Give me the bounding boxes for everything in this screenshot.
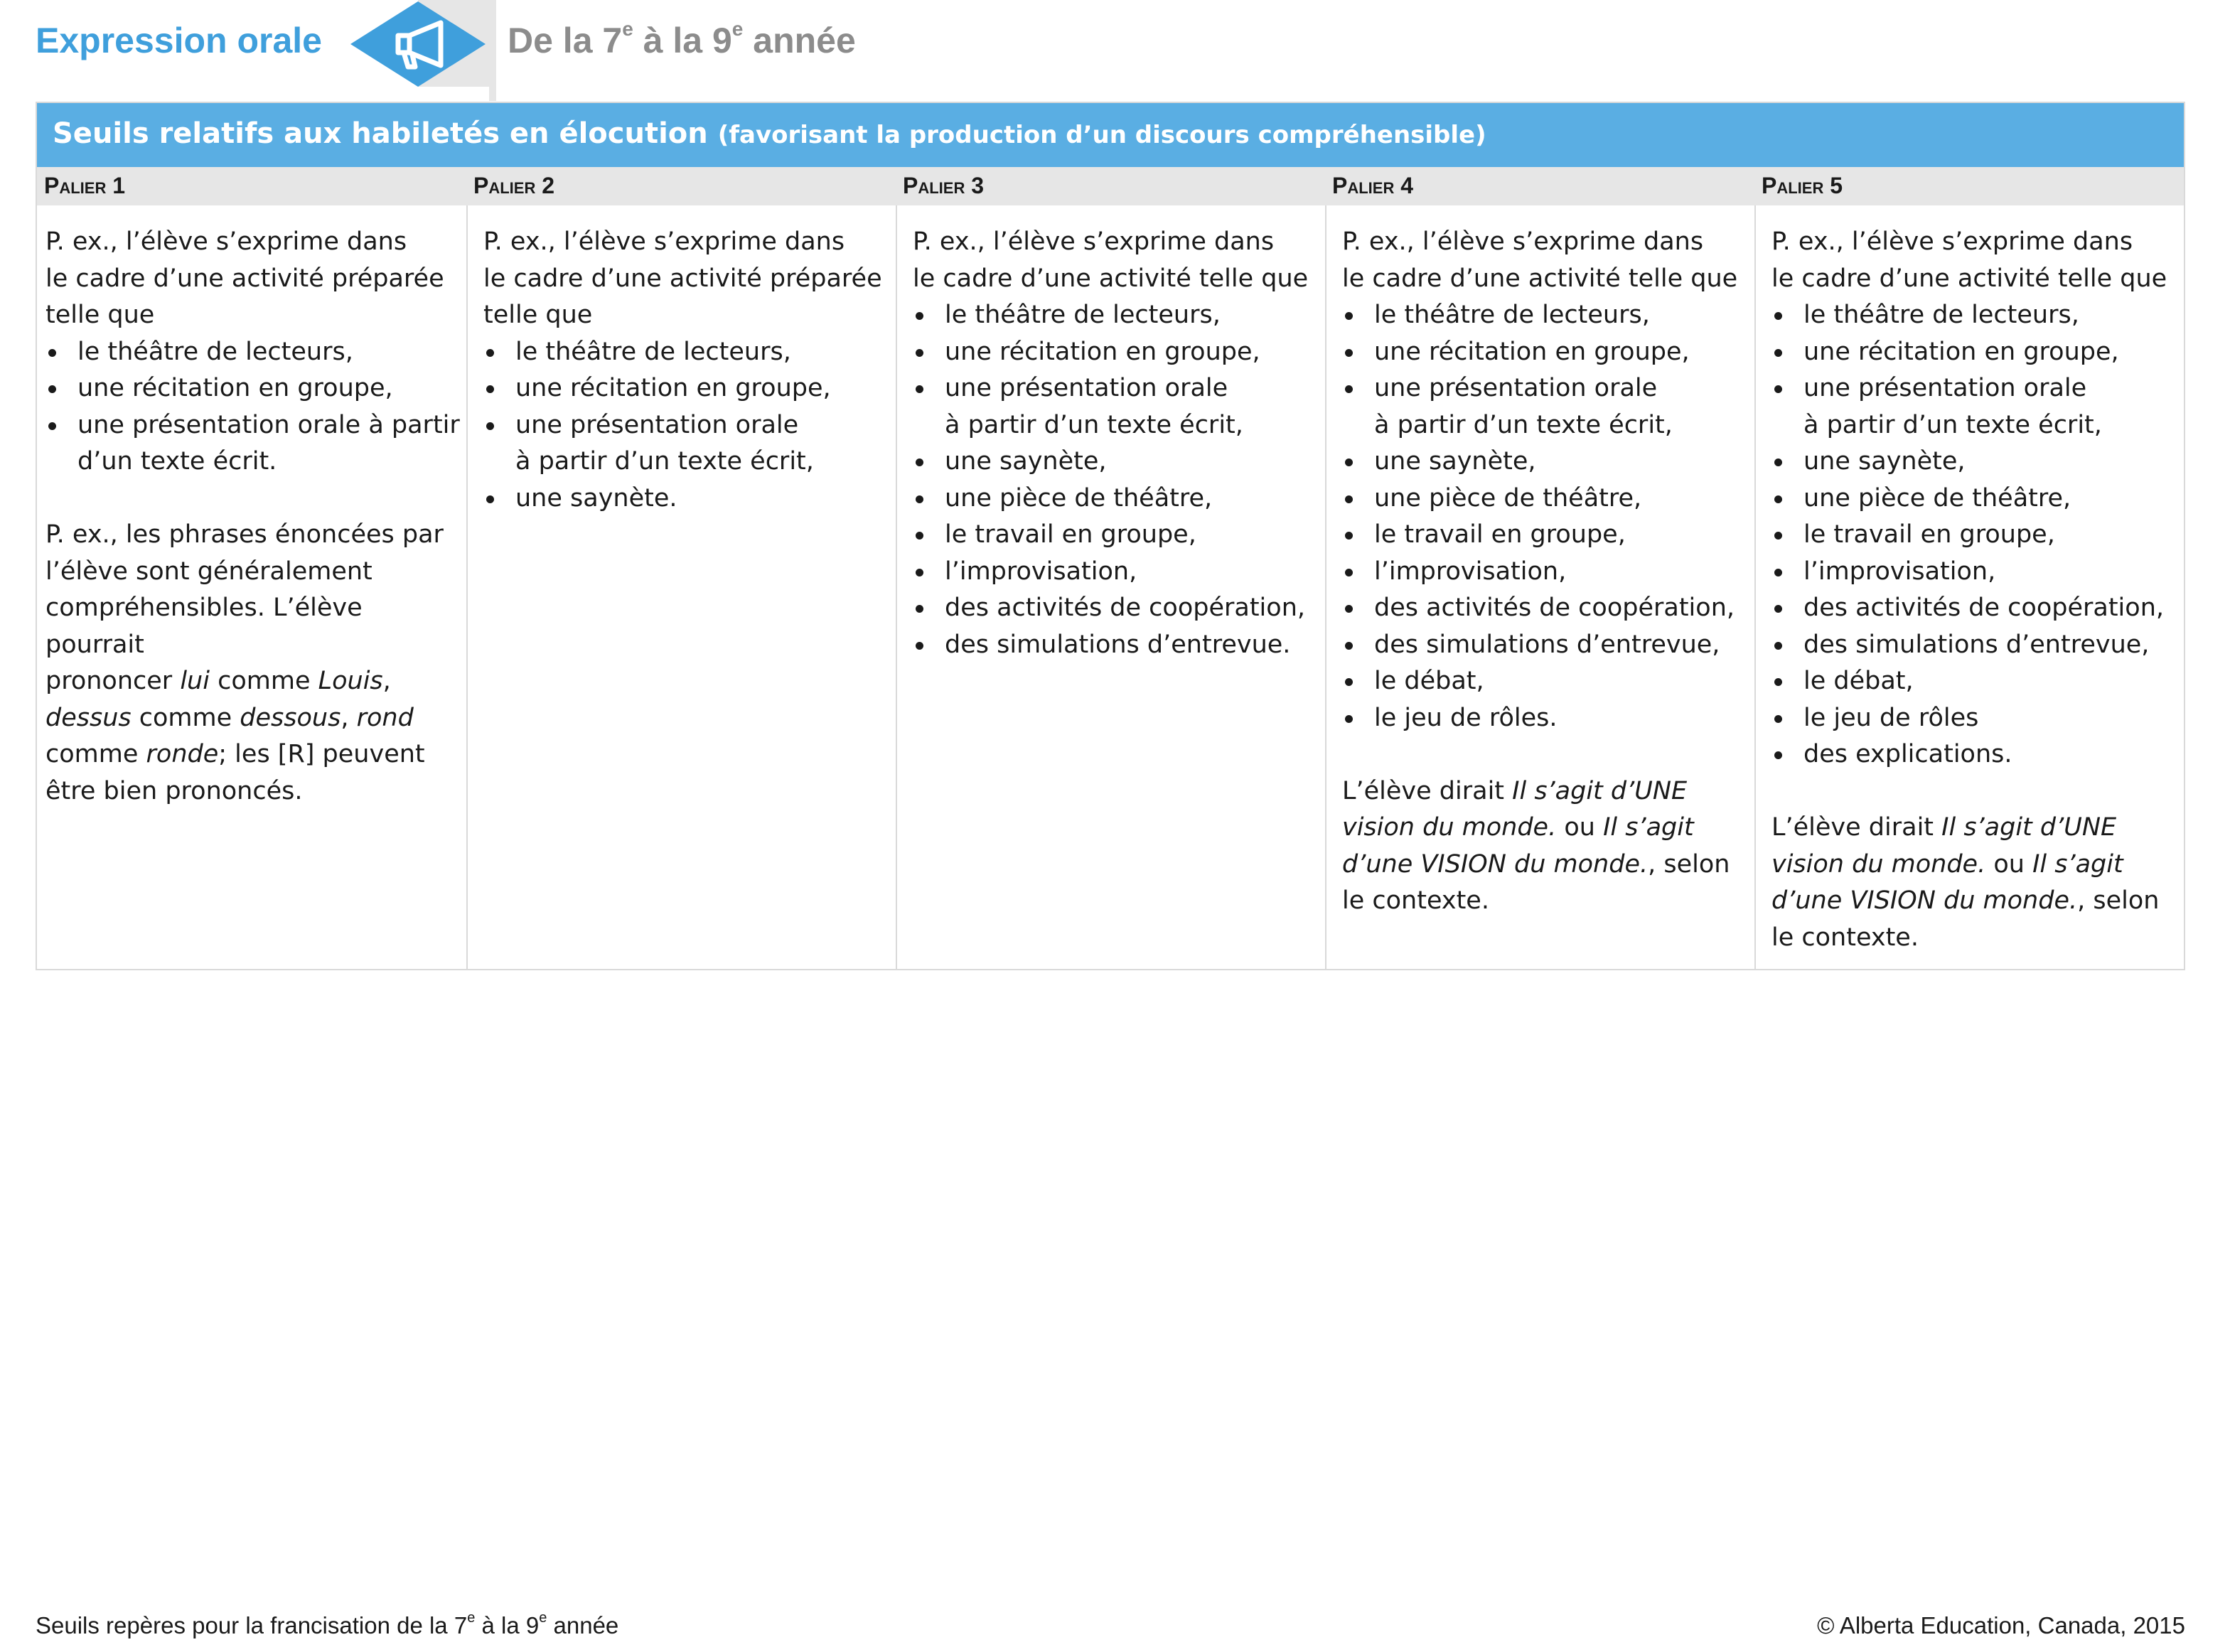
megaphone-icon (340, 0, 496, 101)
activity-list (45, 334, 461, 481)
list-item: le théâtre de lecteurs, (1342, 297, 1762, 334)
list-item: une récitation en groupe, (483, 370, 903, 407)
list-item: une saynète, (913, 444, 1332, 481)
intro-line: le cadre d’une activité telle que (1342, 264, 1738, 293)
list-item: une récitation en groupe, (1342, 334, 1762, 371)
list-item: l’improvisation, (1342, 554, 1762, 591)
intro-line: P. ex., l’élève s’exprime dans (1342, 227, 1704, 256)
list-item: une présentation orale à partir d’un texte écrit, (483, 407, 903, 481)
list-item: l’improvisation, (913, 554, 1332, 591)
intro-line: le cadre d’une activité préparée (483, 264, 882, 293)
column-heading: Palier 3 (903, 173, 985, 198)
list-item: le travail en groupe, (1342, 517, 1762, 554)
list-item: des simulations d’entrevue, (1342, 627, 1762, 664)
list-item: des activités de coopération, (1342, 590, 1762, 627)
page-section-title: Expression orale (36, 21, 322, 60)
list-item: une présentation orale à partir d’un texte écrit, (1342, 370, 1762, 444)
activity-list (913, 297, 1332, 663)
list-item: le théâtre de lecteurs, (1771, 297, 2191, 334)
list-item: une récitation en groupe, (913, 334, 1332, 371)
list-item: une pièce de théâtre, (1771, 481, 2191, 517)
list-item: une présentation orale à partir d’un texte écrit, (1771, 370, 2191, 444)
palier-1-cell (45, 224, 461, 810)
list-item: une récitation en groupe, (45, 370, 461, 407)
list-item: le travail en groupe, (913, 517, 1332, 554)
example-line: être bien prononcés. (45, 776, 303, 805)
thresholds-table (36, 102, 2185, 970)
example-line: dessus comme dessous, rond (45, 703, 414, 732)
example-line: vision du monde. ou Il s’agit (1342, 813, 1694, 842)
list-item: une pièce de théâtre, (1342, 481, 1762, 517)
list-item: des simulations d’entrevue. (913, 627, 1332, 664)
intro-line: P. ex., l’élève s’exprime dans (913, 227, 1275, 256)
column-heading: Palier 1 (44, 173, 126, 198)
intro-line: le cadre d’une activité telle que (913, 264, 1309, 293)
list-item: une pièce de théâtre, (913, 481, 1332, 517)
column-heading: Palier 5 (1762, 173, 1843, 198)
activity-list (1771, 297, 2191, 773)
column-heading: Palier 4 (1332, 173, 1414, 198)
example-line: P. ex., les phrases énoncées par (45, 520, 444, 549)
example-line: L’élève dirait Il s’agit d’UNE (1342, 776, 1688, 805)
example-line: vision du monde. ou Il s’agit (1771, 849, 2123, 879)
list-item: le jeu de rôles. (1342, 700, 1762, 737)
palier-2-cell (483, 224, 903, 517)
list-item: une présentation orale à partir d’un texte écrit, (913, 370, 1332, 444)
table-title: Seuils relatifs aux habiletés en élocution (favorisant la production d’un discours compréhensible) (53, 117, 1486, 150)
list-item: le travail en groupe, (1771, 517, 2191, 554)
example-line: le contexte. (1771, 923, 1919, 952)
activity-list (1342, 297, 1762, 736)
list-item: le théâtre de lecteurs, (483, 334, 903, 371)
palier-4-cell (1342, 224, 1762, 920)
list-item: une saynète, (1342, 444, 1762, 481)
list-item: le débat, (1342, 663, 1762, 700)
list-item: des activités de coopération, (1771, 590, 2191, 627)
column-header-row (37, 167, 2184, 205)
example-line: prononcer lui comme Louis, (45, 667, 391, 695)
column-heading: Palier 2 (473, 173, 555, 198)
intro-line: P. ex., l’élève s’exprime dans (45, 227, 407, 256)
footer-document-title: Seuils repères pour la francisation de la 7e à la 9e année (36, 1610, 619, 1638)
list-item: le théâtre de lecteurs, (913, 297, 1332, 334)
list-item: le théâtre de lecteurs, (45, 334, 461, 371)
table-banner (37, 103, 2184, 167)
list-item: une saynète, (1771, 444, 2191, 481)
intro-line: le cadre d’une activité préparée (45, 264, 444, 293)
intro-line: P. ex., l’élève s’exprime dans (483, 227, 845, 256)
intro-line: P. ex., l’élève s’exprime dans (1771, 227, 2133, 256)
list-item: une saynète. (483, 481, 903, 517)
grade-range: De la 7e à la 9e année (508, 18, 856, 60)
list-item: le débat, (1771, 663, 2191, 700)
palier-5-cell (1771, 224, 2191, 956)
palier-3-cell (913, 224, 1332, 663)
example-line: compréhensibles. L’élève pourrait (45, 594, 363, 659)
footer-copyright: © Alberta Education, Canada, 2015 (1817, 1612, 2185, 1638)
example-line: d’une VISION du monde., selon (1342, 849, 1730, 879)
list-item: le jeu de rôles (1771, 700, 2191, 737)
example-line: L’élève dirait Il s’agit d’UNE (1771, 813, 2117, 842)
example-line: comme ronde; les [R] peuvent (45, 740, 425, 768)
example-line: l’élève sont généralement (45, 557, 372, 586)
example-line: d’une VISION du monde., selon (1771, 886, 2160, 915)
intro-line: telle que (483, 301, 593, 329)
list-item: des activités de coopération, (913, 590, 1332, 627)
intro-line: le cadre d’une activité telle que (1771, 264, 2167, 293)
example-line: le contexte. (1342, 886, 1489, 915)
list-item: des explications. (1771, 736, 2191, 773)
activity-list (483, 334, 903, 517)
list-item: une présentation orale à partir d’un texte écrit. (45, 407, 461, 481)
intro-line: telle que (45, 301, 155, 329)
column-divider (466, 205, 468, 969)
list-item: une récitation en groupe, (1771, 334, 2191, 371)
table-subtitle: (favorisant la production d’un discours compréhensible) (717, 121, 1486, 149)
list-item: l’improvisation, (1771, 554, 2191, 591)
list-item: des simulations d’entrevue, (1771, 627, 2191, 664)
